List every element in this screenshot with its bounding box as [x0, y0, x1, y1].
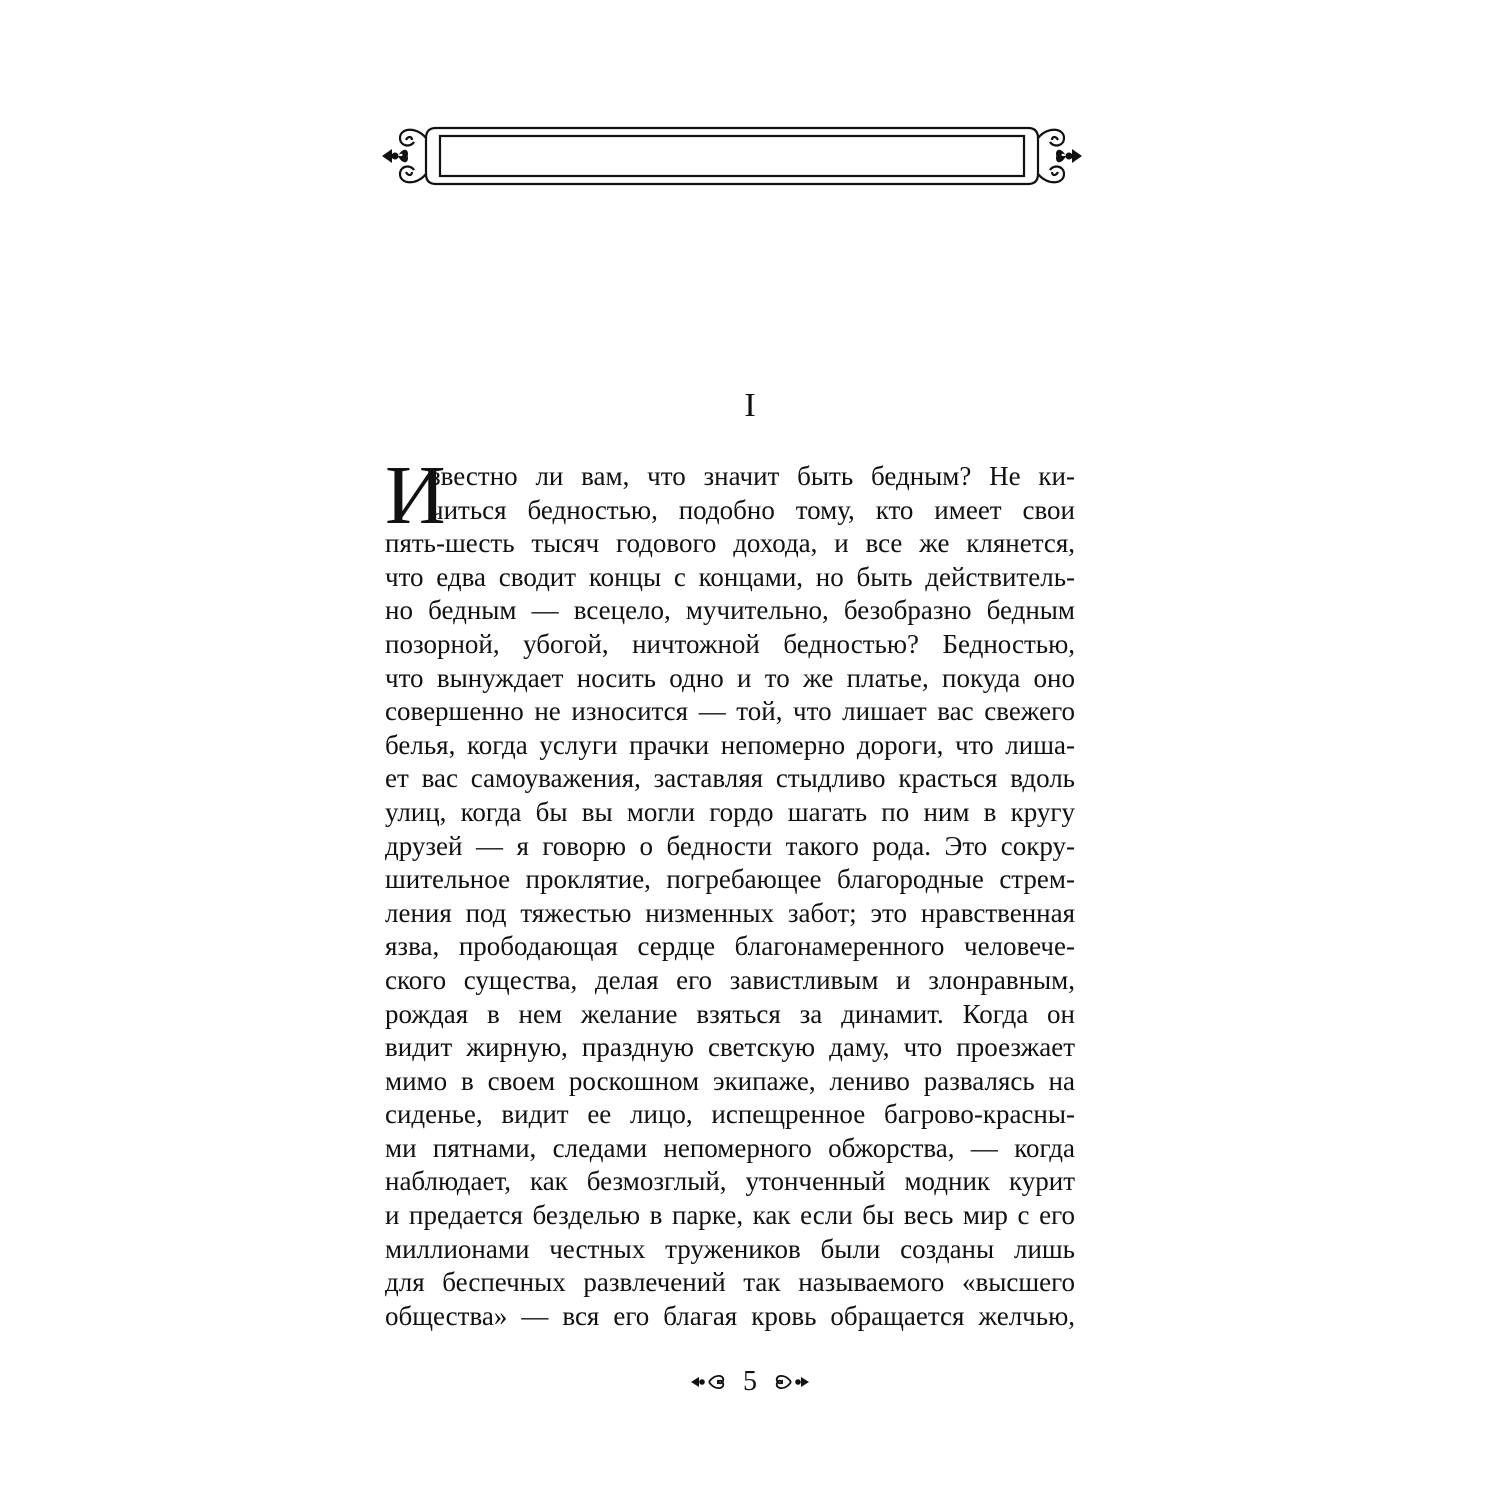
text-line: друзей — я говорю о бедности такого рода. Это сокру- — [385, 830, 1075, 861]
text-line: наблюдает, как безмозглый, утонченный модник курит — [385, 1166, 1075, 1197]
text-line: сиденье, видит ее лицо, испещренное багрово-красны- — [385, 1099, 1075, 1130]
text-line: но бедным — всецело, мучительно, безобразно бедным — [385, 595, 1075, 626]
text-line: белья, когда услуги прачки непомерно дороги, что лиша- — [385, 729, 1075, 760]
chapter-number: I — [744, 387, 756, 424]
text-line: позорной, убогой, ничтожной бедностью? Бедностью, — [385, 628, 1075, 659]
text-line: мимо в своем роскошном экипаже, лениво развалясь на — [385, 1065, 1075, 1096]
page-number: 5 — [743, 1366, 757, 1397]
text-line: миллионами честных тружеников были созданы лишь — [385, 1233, 1075, 1264]
text-line: что вынуждает носить одно и то же платье, покуда оно — [385, 662, 1075, 693]
drop-cap: И — [385, 449, 446, 542]
text-line: ского существа, делая его завистливым и злонравным, — [385, 964, 1075, 995]
body-text — [385, 449, 1075, 1333]
text-line: ления под тяжестью низменных забот; это нравственная — [385, 897, 1075, 928]
text-line: шительное проклятие, погребающее благородные стрем- — [385, 864, 1075, 895]
text-line: совершенно не износится — той, что лишает вас свежего — [385, 696, 1075, 727]
text-line: что едва сводит концы с концами, но быть действитель- — [385, 561, 1075, 592]
fleuron-right-icon — [771, 1371, 811, 1393]
header-ornament-frame — [378, 118, 1086, 194]
text-line: видит жирную, праздную светскую даму, что проезжает — [385, 1032, 1075, 1063]
text-line: ет вас самоуважения, заставляя стыдливо красться вдоль — [385, 763, 1075, 794]
text-line: звестно ли вам, что значит быть бедным? Не ки- — [430, 461, 1075, 491]
text-line: пять-шесть тысяч годового дохода, и все же клянется, — [385, 528, 1075, 559]
text-line: язва, прободающая сердце благонамеренного человече- — [385, 931, 1075, 962]
text-line: рождая в нем желание взяться за динамит. Когда он — [385, 998, 1075, 1029]
page-footer — [0, 1364, 1500, 1400]
text-line: общества» — вся его благая кровь обращается желчью, — [385, 1300, 1075, 1331]
text-line: и предается безделью в парке, как если бы весь мир с его — [385, 1200, 1075, 1231]
text-line: ми пятнами, следами непомерного обжорства, — когда — [385, 1132, 1075, 1163]
fleuron-left-icon — [689, 1371, 729, 1393]
text-line: улиц, когда бы вы могли гордо шагать по ним в кругу — [385, 796, 1075, 827]
text-line: читься бедностью, подобно тому, кто имеет свои — [430, 494, 1075, 525]
text-line: для беспечных развлечений так называемого «высшего — [385, 1267, 1075, 1298]
